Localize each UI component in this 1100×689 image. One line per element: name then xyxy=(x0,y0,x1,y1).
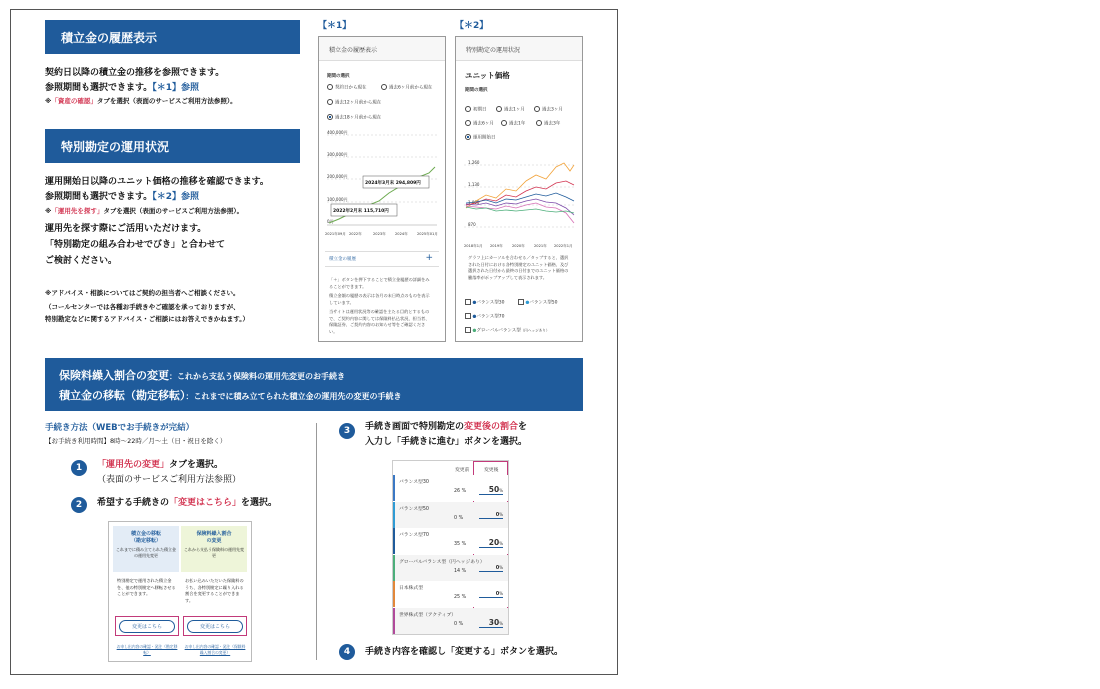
tab-name: 「運用先を探す」 xyxy=(51,207,104,215)
xtick: 2020年 xyxy=(512,244,525,248)
note-item: 積立金額の履歴の表示は各月の末日時点のものを表示しています。 xyxy=(329,293,430,305)
radio-icon xyxy=(536,120,542,126)
xtick: 2019年 xyxy=(490,244,503,248)
history-chart xyxy=(319,129,445,239)
note-mark: ※ xyxy=(45,97,52,105)
radio-label: 過去12ヶ月前から現在 xyxy=(335,100,382,106)
percent-sign: % xyxy=(499,541,503,546)
before-number: 0 xyxy=(454,515,458,521)
ref1-label: 【＊1】 xyxy=(318,21,352,31)
callout-text: 2022年2月末 115,710円 xyxy=(333,209,389,214)
fund-name: バランス型30 xyxy=(399,480,429,485)
xtick: 2022年 xyxy=(349,232,362,236)
after-input[interactable] xyxy=(479,512,503,519)
step-3-lead: 手続き画面で特別勘定の xyxy=(365,422,465,432)
step-4-badge: 4 xyxy=(339,644,355,660)
advice-note3: 特別勘定などに関するアドバイス・ご相談にはお答えできかねます。） xyxy=(45,315,250,323)
checkbox[interactable] xyxy=(518,299,557,306)
after-number: 30 xyxy=(488,617,500,627)
fund-color-bar xyxy=(393,555,395,581)
radio-label: 契約日から現在 xyxy=(335,85,367,91)
before-number: 25 xyxy=(454,595,461,600)
xtick: 2024年 xyxy=(395,232,408,236)
ytick: 1,000 xyxy=(468,200,480,205)
checkbox-label: バランス型50 xyxy=(529,300,558,306)
ref1-link[interactable]: 【＊1】参照 xyxy=(152,83,200,93)
checkbox-sublabel: （円ヘッジあり） xyxy=(520,328,550,333)
step-1-action: タブを選択。 xyxy=(169,460,224,470)
transfer-desc: 特別勘定で運用された積立金を、他の特別勘定へ移転させることができます。 xyxy=(117,578,176,596)
checkbox-icon xyxy=(465,299,471,305)
plus-icon: + xyxy=(425,253,433,263)
after-number: 0 xyxy=(495,591,500,597)
radio-icon-selected xyxy=(327,114,333,120)
step-1-note: （表面のサービスご利用方法参照） xyxy=(97,475,242,485)
percent-sign: % xyxy=(499,511,503,517)
xtick: 2021年09月 xyxy=(325,232,346,236)
tab-transfer-title: 積立金の移転 （勘定移転） xyxy=(130,531,161,544)
tab-premium-title: 保険料繰入割合 の変更 xyxy=(196,531,232,544)
before-value xyxy=(454,595,466,600)
ref1-screenshot xyxy=(318,36,446,342)
radio-opt[interactable] xyxy=(501,120,525,127)
unit-price-chart xyxy=(456,153,582,253)
fund-name: グローバルバランス型（円ヘッジあり） xyxy=(399,559,485,565)
checkbox-icon xyxy=(465,313,471,319)
section-title: 特別勘定の運用状況 xyxy=(61,139,170,154)
radio-label: 運用開始日 xyxy=(473,135,496,141)
accordion-label: 積立金の履歴 xyxy=(329,257,356,262)
section-header-history xyxy=(45,20,300,54)
table-row xyxy=(393,475,508,501)
table-row xyxy=(393,581,508,607)
banner-title: 積立金の移転（勘定移転） xyxy=(59,389,186,402)
radio-icon xyxy=(534,106,540,112)
step-1-tab: 「運用先の変更」 xyxy=(97,460,170,470)
xtick: 2025年01月 xyxy=(417,232,438,236)
percent-sign: % xyxy=(461,489,467,494)
xtick: 2023年 xyxy=(373,232,386,236)
before-value xyxy=(454,622,463,627)
bullet-icon: ● xyxy=(472,328,477,334)
before-value xyxy=(454,489,466,494)
step-1-text xyxy=(97,458,223,473)
radio-opt[interactable] xyxy=(327,114,381,121)
change-button-premium[interactable]: 変更はこちら xyxy=(187,620,243,633)
ref2-screenshot xyxy=(455,36,583,342)
percent-sign: % xyxy=(458,515,464,521)
link-premium-status[interactable]: お申し出内容の確認・発注（保険料繰入割合の変更） xyxy=(184,644,246,655)
radio-icon xyxy=(501,120,507,126)
s1-line2-text: 参照期間も選択できます。 xyxy=(45,83,153,93)
procedure-hours: 【お手続き利用時間】8時〜22時／月〜土（日・祝日を除く） xyxy=(45,437,227,445)
note-item: 当サイトは運用状況等の確認を主たる目的とするもので、ご契約内容に関しては保険料払込状況、担当者、保険証券、ご契約内容のお知らせ等をご確認ください。 xyxy=(329,309,430,334)
step-3-text2: 入力し「手続きに進む」ボタンを選択。 xyxy=(365,437,528,447)
fund-color-bar xyxy=(393,528,395,554)
before-number: 0 xyxy=(454,621,458,627)
series-line xyxy=(466,181,574,205)
checkbox-icon xyxy=(465,327,471,333)
after-input[interactable] xyxy=(479,618,503,628)
step-1-badge: 1 xyxy=(71,460,87,476)
col-after: 変更後 xyxy=(484,468,499,473)
change-procedure-banner xyxy=(45,358,583,411)
radio-icon xyxy=(327,84,333,90)
step-2-badge: 2 xyxy=(71,497,87,513)
advice-note: ※アドバイス・相談についてはご契約の担当者へご相談ください。 xyxy=(45,289,240,297)
percent-sign: % xyxy=(499,564,503,570)
after-number: 0 xyxy=(495,511,500,518)
tab-transfer[interactable] xyxy=(113,526,179,572)
radio-icon xyxy=(465,120,471,126)
table-row xyxy=(393,555,508,581)
radio-icon-selected xyxy=(465,134,471,140)
note-text: タブを選択（表面のサービスご利用方法参照）。 xyxy=(96,97,237,105)
table-row xyxy=(393,608,508,634)
fund-color-bar xyxy=(393,502,395,528)
radio-opt[interactable] xyxy=(381,84,432,91)
ytick: 870 xyxy=(468,222,476,227)
checkbox-label: バランス型30 xyxy=(476,300,505,306)
radio-opt[interactable] xyxy=(465,134,496,141)
before-number: 35 xyxy=(454,542,461,547)
step-2-button-name: 「変更はこちら」 xyxy=(169,498,242,508)
change-button-transfer[interactable]: 変更はこちら xyxy=(119,620,175,633)
bullet-icon: ● xyxy=(472,300,477,306)
step-4-text: 手続き内容を確認し「変更する」ボタンを選択。 xyxy=(365,647,564,657)
period-label: 期間の選択 xyxy=(465,88,488,93)
fund-color-bar xyxy=(393,475,395,501)
percent-sign: % xyxy=(461,542,467,547)
note-item: 「＋」ボタンを押下することで積立金履歴の詳細をみることができます。 xyxy=(329,277,430,289)
radio-opt[interactable] xyxy=(327,84,367,91)
radio-opt[interactable] xyxy=(534,106,563,113)
bullet-icon: ● xyxy=(525,300,530,306)
after-input[interactable] xyxy=(479,485,503,495)
ref1-notes xyxy=(329,277,433,335)
step-3-badge: 3 xyxy=(339,423,355,439)
checkbox[interactable] xyxy=(465,327,549,334)
procedure-title: 手続き方法（WEBでお手続きが完結） xyxy=(45,423,195,433)
radio-icon xyxy=(496,106,502,112)
s1-note xyxy=(45,96,237,106)
table-row xyxy=(393,528,508,554)
step-2-lead: 希望する手続きの xyxy=(97,498,170,508)
radio-icon xyxy=(465,106,471,112)
fund-name: 世界株式型（アクティブ） xyxy=(399,612,457,618)
ref2-link[interactable]: 【＊2】参照 xyxy=(152,192,200,202)
banner-line1 xyxy=(59,366,583,386)
radio-label: 過去3ヶ月 xyxy=(542,107,563,113)
radio-opt[interactable] xyxy=(496,106,525,113)
ref2-title: 特別勘定の運用状況 xyxy=(456,37,582,61)
after-number: 50 xyxy=(488,485,500,494)
s2-note xyxy=(45,206,243,216)
fund-color-bar xyxy=(393,608,395,634)
percent-sign: % xyxy=(499,591,503,596)
s2-line3: 運用先を探す際にご活用いただけます。 xyxy=(45,224,207,234)
fund-name: バランス型50 xyxy=(399,506,429,512)
checkbox[interactable] xyxy=(465,313,504,320)
step-2-text xyxy=(97,496,277,511)
unit-price-heading: ユニット価格 xyxy=(465,71,510,80)
allocation-table xyxy=(392,460,509,635)
s2-line1: 運用開始日以降のユニット価格の推移を確認できます。 xyxy=(45,177,269,187)
series-line xyxy=(466,163,574,208)
note-text: タブを選択（表面のサービスご利用方法参照）。 xyxy=(103,207,244,215)
after-input[interactable] xyxy=(479,538,503,548)
after-number: 0 xyxy=(495,564,500,571)
highlight-frame xyxy=(183,616,247,636)
radio-opt[interactable] xyxy=(327,99,381,106)
radio-label: 過去3年 xyxy=(544,121,561,127)
tab-premium-ratio[interactable] xyxy=(181,526,247,572)
s1-line2 xyxy=(45,81,199,96)
checkbox-label: バランス型70 xyxy=(476,314,505,320)
ytick: 300,000円 xyxy=(327,152,348,157)
ytick: 1,130 xyxy=(468,182,480,187)
tab-transfer-sub: これまでに積み立てられた積立金の運用先変更 xyxy=(116,547,176,558)
advice-note2: （コールセンターでは各種お手続きやご確認を承っておりますが、 xyxy=(45,303,240,311)
banner-desc: ：これから支払う保険料の運用先変更のお手続き xyxy=(169,372,345,381)
radio-icon xyxy=(381,84,387,90)
series-line xyxy=(466,203,574,223)
radio-label: 過去1ヶ月 xyxy=(504,107,525,113)
ytick: 200,000円 xyxy=(327,174,348,179)
radio-icon xyxy=(327,99,333,105)
highlight-frame xyxy=(115,616,179,636)
radio-opt[interactable] xyxy=(536,120,560,127)
before-number: 14 xyxy=(454,568,461,574)
fund-color-bar xyxy=(393,581,395,607)
step-2-action: を選択。 xyxy=(241,498,278,508)
bullet-icon: ● xyxy=(472,314,477,320)
ref1-title: 積立金の履歴表示 xyxy=(319,37,445,61)
xtick: 2021年 xyxy=(534,244,547,248)
step-3-suffix: を xyxy=(518,422,528,432)
section-title: 積立金の履歴表示 xyxy=(61,30,158,45)
before-number: 26 xyxy=(454,489,461,494)
step-3-text xyxy=(365,420,527,435)
note-mark: ※ xyxy=(45,207,52,215)
period-label: 期間の選択 xyxy=(327,74,350,79)
checkbox-label: グローバルバランス型 xyxy=(476,328,521,334)
s2-line2-text: 参照期間も選択できます。 xyxy=(45,192,153,202)
tab-premium-sub: これから支払う保険料の運用先変更 xyxy=(184,547,244,558)
ytick: 1,260 xyxy=(468,160,480,165)
s1-line1: 契約日以降の積立金の推移を参照できます。 xyxy=(45,68,225,78)
link-transfer-status[interactable]: お申し出内容の確認・発注（勘定移転） xyxy=(116,644,178,655)
s2-line2 xyxy=(45,190,199,205)
xtick: 2018年1月 xyxy=(464,244,483,248)
banner-title: 保険料繰入割合の変更 xyxy=(59,369,169,382)
radio-label: 過去6ヶ月前から現在 xyxy=(389,85,433,91)
radio-label: 過去1年 xyxy=(509,121,526,127)
accordion-history[interactable] xyxy=(325,251,439,267)
ref2-note: グラフ上にカーソルを合わせる／タップすると、選択された日付における各特別勘定のユニット価格、及び選択された日付から最終の日付までのユニット価格の騰落率がポップアップして表示されます。 xyxy=(468,255,569,280)
step-3-highlight: 変更後の割合 xyxy=(464,422,519,432)
checkbox-icon xyxy=(518,299,524,305)
section-header-fund xyxy=(45,129,300,163)
fund-name: バランス型70 xyxy=(399,533,429,538)
ref2-label: 【＊2】 xyxy=(455,21,489,31)
ytick: 100,000円 xyxy=(327,197,348,202)
checkbox[interactable] xyxy=(465,299,504,306)
percent-sign: % xyxy=(458,621,464,627)
procedure-select-card xyxy=(108,521,252,662)
radio-label: 過去6ヶ月 xyxy=(473,121,494,127)
ytick: 400,000円 xyxy=(327,130,348,135)
premium-desc: お払い込みいただいた保険料のうち、各特別勘定に繰り入れる割合を変更することができます。 xyxy=(185,578,244,603)
percent-sign: % xyxy=(499,488,503,493)
percent-sign: % xyxy=(461,595,467,600)
before-value xyxy=(454,542,466,547)
after-input[interactable] xyxy=(479,565,503,572)
radio-opt[interactable] xyxy=(465,106,487,113)
tab-name: 「資産の確認」 xyxy=(51,97,97,105)
table-row xyxy=(393,502,508,528)
radio-opt[interactable] xyxy=(465,120,494,127)
s2-line4: 「特別勘定の組み合わせでびき」と合わせて xyxy=(45,240,226,250)
s2-line5: ご検討ください。 xyxy=(45,256,118,266)
radio-label: 初期日 xyxy=(473,107,487,113)
ytick: 0円 xyxy=(327,219,334,224)
fund-name: 日本株式型 xyxy=(399,586,423,591)
col-before: 変更前 xyxy=(455,468,470,473)
callout-text: 2024年3月末 294,809円 xyxy=(365,181,421,186)
xtick: 2022年1月 xyxy=(554,244,573,248)
percent-sign: % xyxy=(461,568,467,574)
before-value xyxy=(454,569,466,574)
after-input[interactable] xyxy=(479,591,503,598)
before-value xyxy=(454,516,463,521)
percent-sign: % xyxy=(499,620,503,626)
column-divider xyxy=(316,423,317,660)
banner-line2 xyxy=(59,386,583,406)
banner-desc: ：これまでに積み立てられた積立金の運用先の変更の手続き xyxy=(185,392,402,401)
after-number: 20 xyxy=(488,538,500,547)
radio-label: 過去18ヶ月前から現在 xyxy=(335,115,382,121)
